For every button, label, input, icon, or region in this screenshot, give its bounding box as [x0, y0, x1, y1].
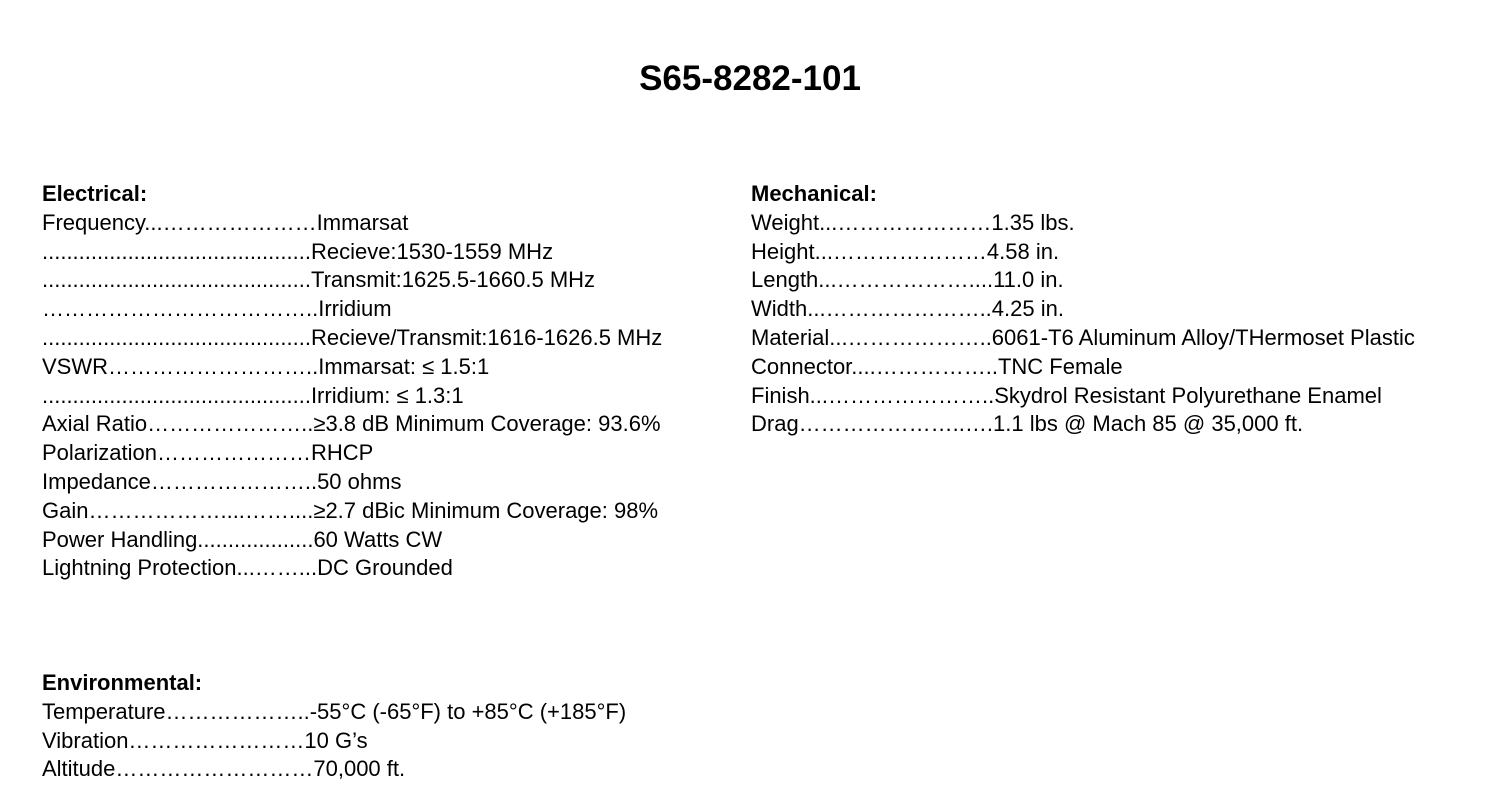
- document-title: S65-8282-101: [639, 59, 861, 98]
- electrical-line-irridium-receive-transmit: ............................................Recieve/Transmit:1616-1626.5 MHz: [42, 324, 663, 350]
- electrical-line-gain: Gain………………....……....≥2.7 dBic Minimum Coverage: 98%: [42, 497, 659, 523]
- environmental-line-vibration: Vibration……………………10 G’s: [42, 727, 368, 753]
- mechanical-line-material: Material...………………..6061-T6 Aluminum Alloy/THermoset Plastic: [751, 324, 1415, 350]
- electrical-line-immarsat-transmit: ............................................Transmit:1625.5-1660.5 MHz: [42, 267, 596, 293]
- mechanical-line-weight: Weight...…………………1.35 lbs.: [751, 209, 1075, 235]
- mechanical-line-height: Height...…………………4.58 in.: [751, 238, 1060, 264]
- electrical-section: [42, 180, 662, 583]
- electrical-line-axial-ratio: Axial Ratio…………………..≥3.8 dB Minimum Coverage: 93.6%: [42, 411, 661, 437]
- electrical-line-lightning-protection: Lightning Protection...……...DC Grounded: [42, 555, 453, 581]
- mechanical-line-width: Width...…………………..4.25 in.: [751, 296, 1064, 322]
- electrical-line-impedance: Impedance…………………..50 ohms: [42, 468, 402, 494]
- mechanical-line-drag: Drag…………………..….1.1 lbs @ Mach 85 @ 35,000 ft.: [751, 411, 1304, 437]
- environmental-line-temperature: Temperature………………..-55°C (-65°F) to +85°C (+185°F): [42, 698, 627, 724]
- mechanical-line-connector: Connector....……………..TNC Female: [751, 353, 1123, 379]
- mechanical-heading: Mechanical:: [751, 181, 877, 206]
- electrical-line-polarization: Polarization…………………RHCP: [42, 440, 374, 466]
- electrical-heading: Electrical:: [42, 181, 148, 206]
- environmental-section: [42, 669, 626, 784]
- mechanical-line-finish: Finish...…………………..Skydrol Resistant Polyurethane Enamel: [751, 382, 1382, 408]
- electrical-line-frequency: Frequency...…………………Immarsat: [42, 209, 409, 235]
- environmental-line-altitude: Altitude………………………70,000 ft.: [42, 756, 406, 782]
- mechanical-line-length: Length...………………....11.0 in.: [751, 267, 1064, 293]
- mechanical-section: [751, 180, 1415, 439]
- electrical-line-vswr: VSWR………………………..Immarsat: ≤ 1.5:1: [42, 353, 490, 379]
- electrical-line-immarsat-receive: ............................................Recieve:1530-1559 MHz: [42, 238, 554, 264]
- electrical-line-irridium: ………………………………..Irridium: [42, 296, 392, 322]
- electrical-line-vswr-irridium: ............................................Irridium: ≤ 1.3:1: [42, 382, 464, 408]
- environmental-heading: Environmental:: [42, 670, 203, 695]
- electrical-line-power-handling: Power Handling...................60 Watts CW: [42, 526, 443, 552]
